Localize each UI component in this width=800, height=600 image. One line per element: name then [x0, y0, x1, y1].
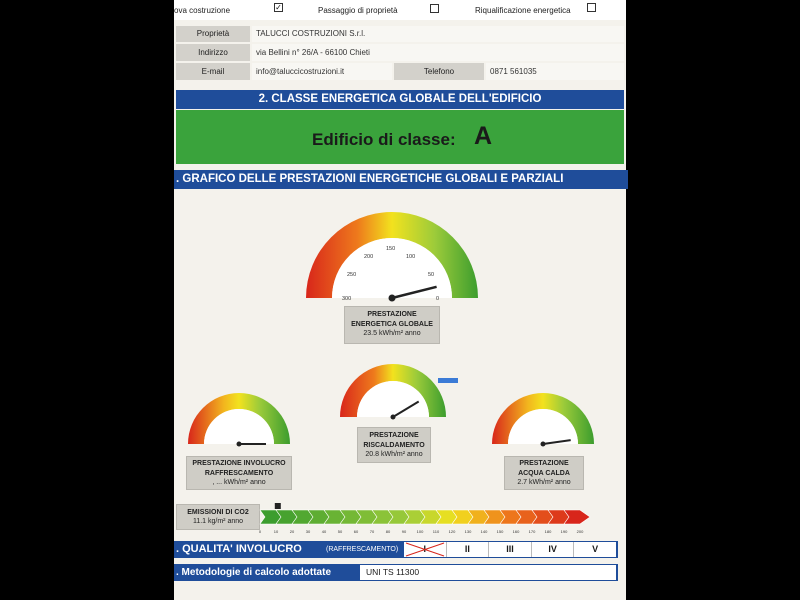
- co2-tick-label: 150: [496, 529, 504, 534]
- co2-label-box: [176, 504, 260, 530]
- co2-value: 11.1 kg/m² anno: [192, 518, 244, 525]
- gauge-acqua-title1: PRESTAZIONE: [519, 460, 569, 467]
- cross-mark-icon: [404, 542, 446, 557]
- option-passaggio-proprieta: Passaggio di proprietà: [318, 6, 398, 15]
- qualita-class-iv[interactable]: IV: [532, 542, 575, 557]
- tick-0: 0: [436, 296, 440, 302]
- email-value[interactable]: info@taluccicostruzioni.it: [252, 63, 392, 80]
- checkbox-passaggio-proprieta[interactable]: [430, 4, 439, 13]
- gauge-acqua-calda: [490, 380, 596, 448]
- gauge-global: [302, 200, 482, 306]
- gauge-global-title2: ENERGETICA GLOBALE: [351, 321, 433, 328]
- gauge-risc-title1: PRESTAZIONE: [369, 432, 419, 439]
- blue-marker: [438, 378, 458, 383]
- options-row: [174, 0, 626, 20]
- gauge-risc-title2: RISCALDAMENTO: [363, 442, 425, 449]
- qualita-class-ii[interactable]: II: [447, 542, 490, 557]
- co2-tick-label: 90: [401, 529, 407, 534]
- gauge-riscaldamento: [337, 355, 449, 421]
- co2-tick-label: 190: [560, 529, 568, 534]
- class-text: Edificio di classe:: [312, 130, 456, 149]
- qualita-bar: [174, 541, 618, 558]
- gauge-raff-value: , ... kWh/m² anno: [212, 479, 266, 486]
- qualita-classes: [404, 542, 616, 557]
- co2-tick-label: 120: [448, 529, 456, 534]
- checkbox-nuova-costruzione[interactable]: [274, 3, 283, 12]
- metodologie-value: UNI TS 11300: [360, 565, 616, 580]
- co2-tick-label: 130: [464, 529, 472, 534]
- tick-100: 100: [406, 254, 416, 260]
- co2-tick-label: 0: [258, 529, 262, 534]
- co2-tick-label: 180: [544, 529, 552, 534]
- qualita-title: . QUALITA' INVOLUCRO: [176, 543, 302, 555]
- co2-tick-label: 30: [305, 529, 311, 534]
- class-letter: A: [474, 122, 493, 150]
- option-riqualificazione: Riqualificazione energetica: [475, 6, 571, 15]
- co2-tick-label: 40: [321, 529, 327, 534]
- telefono-value: 0871 561035: [486, 63, 624, 80]
- tick-300: 300: [342, 296, 352, 302]
- gauge-acqua-hub: [541, 442, 546, 447]
- gauge-risc-value: 20.8 kWh/m² anno: [365, 451, 423, 458]
- section2-title: 2. CLASSE ENERGETICA GLOBALE DELL'EDIFICIO: [176, 90, 624, 109]
- gauge-raff-title1: PRESTAZIONE INVOLUCRO: [192, 460, 286, 467]
- gauge-raff-title2: RAFFRESCAMENTO: [204, 470, 274, 477]
- section3-title: . GRAFICO DELLE PRESTAZIONI ENERGETICHE GLOBALI E PARZIALI: [174, 170, 628, 189]
- gauge-acqua-value: 2.7 kWh/m² anno: [517, 479, 571, 486]
- co2-tick-label: 60: [353, 529, 359, 534]
- co2-tick-label: 140: [480, 529, 488, 534]
- proprieta-value: TALUCCI COSTRUZIONI S.r.l.: [252, 26, 624, 42]
- qualita-class-iii[interactable]: III: [489, 542, 532, 557]
- gauge-global-hub: [389, 295, 396, 302]
- indirizzo-value: via Bellini n° 26/A - 66100 Chieti: [252, 44, 624, 61]
- gauge-riscaldamento-hub: [391, 415, 396, 420]
- check-icon: ✓: [275, 3, 282, 12]
- qualita-class-i[interactable]: [404, 542, 447, 557]
- metodologie-title: . Metodologie di calcolo adottate: [176, 567, 332, 578]
- proprieta-label: Proprietà: [176, 26, 250, 42]
- indirizzo-label: Indirizzo: [176, 44, 250, 61]
- gauge-global-caption: [344, 306, 440, 344]
- gauge-acqua-title2: ACQUA CALDA: [518, 470, 570, 477]
- gauge-raffrescamento: [186, 380, 292, 448]
- certificate-page: [174, 0, 626, 600]
- co2-tick-label: 170: [528, 529, 536, 534]
- co2-tick-label: 10: [273, 529, 279, 534]
- tick-200: 200: [364, 254, 374, 260]
- co2-marker: [275, 503, 281, 509]
- co2-scale: [260, 502, 606, 536]
- co2-tick-label: 80: [385, 529, 391, 534]
- class-banner: [176, 110, 624, 164]
- tick-50: 50: [428, 272, 435, 278]
- tick-150: 150: [386, 246, 396, 252]
- gauge-global-value: 23.5 kWh/m² anno: [363, 330, 421, 337]
- qualita-class-v[interactable]: V: [592, 544, 599, 554]
- email-label: E-mail: [176, 63, 250, 80]
- co2-tick-label: 70: [369, 529, 375, 534]
- tick-250: 250: [347, 272, 357, 278]
- gauge-global-title1: PRESTAZIONE: [367, 311, 417, 318]
- gauge-raffrescamento-hub: [237, 442, 242, 447]
- co2-tick-label: 110: [432, 529, 440, 534]
- co2-tick-label: 20: [289, 529, 295, 534]
- gauge-riscaldamento-caption: [357, 427, 431, 463]
- gauge-acqua-caption: [504, 456, 584, 490]
- gauge-raffrescamento-caption: [186, 456, 292, 490]
- co2-tick-label: 50: [337, 529, 343, 534]
- co2-label: EMISSIONI DI CO2: [187, 509, 249, 516]
- co2-tick-label: 200: [576, 529, 584, 534]
- co2-tick-label: 160: [512, 529, 520, 534]
- qualita-subtitle: (RAFFRESCAMENTO): [326, 546, 399, 553]
- owner-table: [174, 24, 626, 84]
- option-nuova-costruzione: ova costruzione: [174, 6, 231, 15]
- checkbox-riqualificazione[interactable]: [587, 3, 596, 12]
- telefono-label: Telefono: [394, 63, 484, 80]
- co2-tick-label: 100: [416, 529, 424, 534]
- metodologie-bar: [174, 564, 618, 581]
